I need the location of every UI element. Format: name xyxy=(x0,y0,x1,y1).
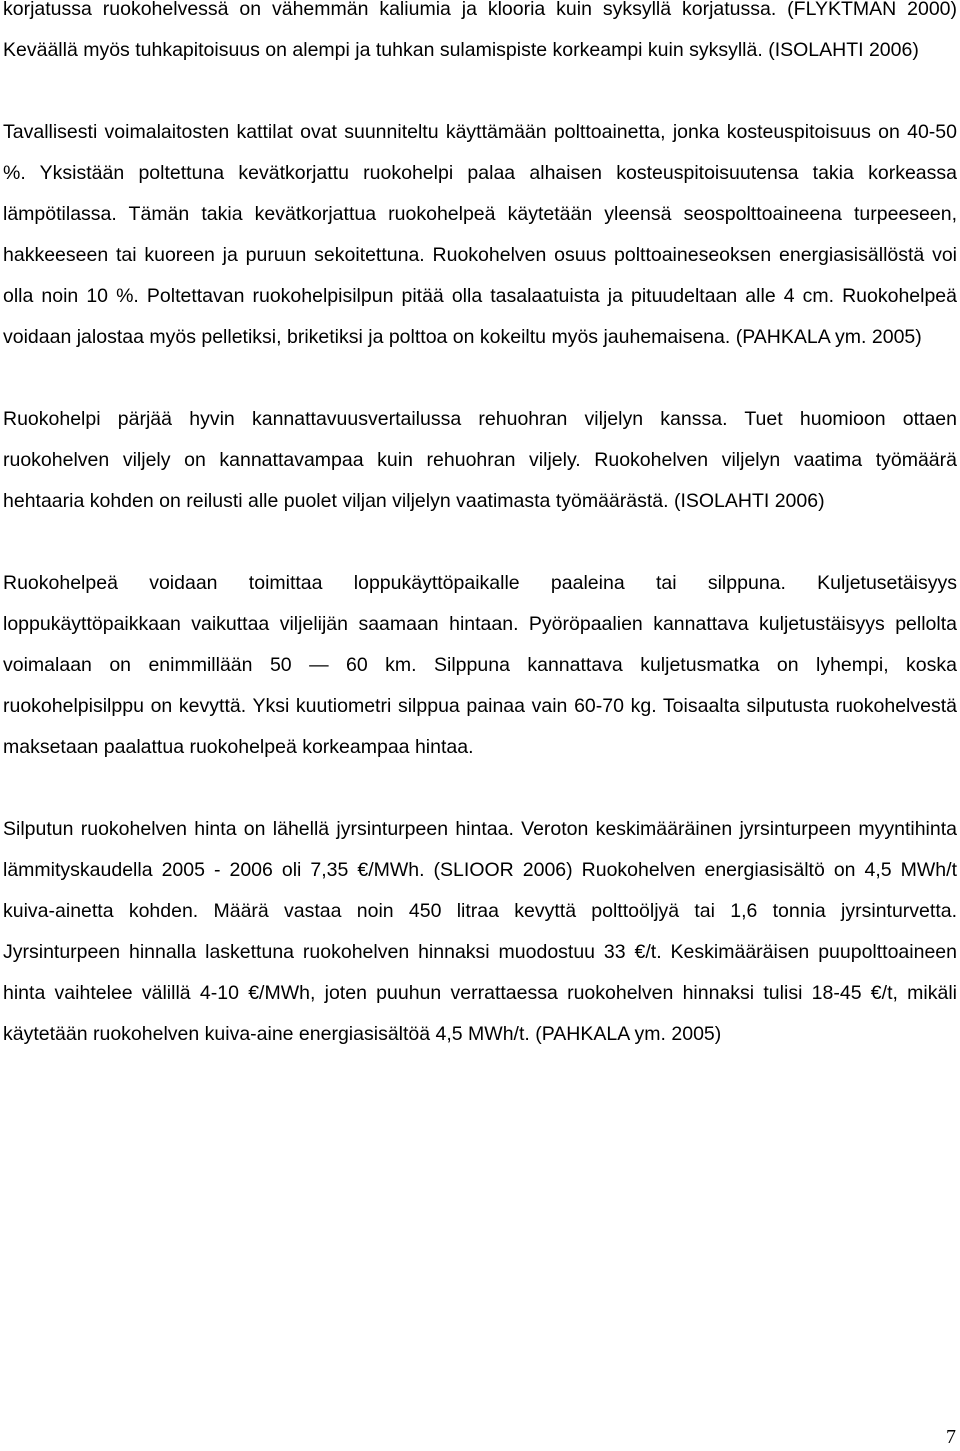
paragraph-ash-content: korjatussa ruokohelvessä on vähemmän kaliumia ja klooria kuin syksyllä korjatussa. (FLYKTMAN 2000) Keväällä myös tuhkapitoisuus on alempi ja tuhkan sulamispiste korkeampi kuin syksyllä. (ISOLAHTI 2006) xyxy=(3,0,957,61)
page-number: 7 xyxy=(946,1426,956,1448)
paragraph-price: Silputun ruokohelven hinta on lähellä jyrsinturpeen hintaa. Veroton keskimääräinen jyrsinturpeen myyntihinta lämmityskaudella 2005 - 2006 oli 7,35 €/MWh. (SLIOOR 2006) Ruokohelven energiasisältö on 4,5 MWh/t kuiva-ainetta kohden. Määrä vastaa noin 450 litraa kevyttä polttoöljyä tai 1,6 tonnia jyrsinturvetta. Jyrsinturpeen hinnalla laskettuna ruokohelven hinnaksi muodostuu 33 €/t. Keskimääräisen puupolttoaineen hinta vaihtelee välillä 4-10 €/MWh, joten puuhun verrattaessa ruokohelven hinnaksi tulisi 18-45 €/t, mikäli käytetään ruokohelven kuiva-aine energiasisältöä 4,5 MWh/t. (PAHKALA ym. 2005) xyxy=(3,818,957,1045)
paragraph-boiler-moisture: Tavallisesti voimalaitosten kattilat ovat suunniteltu käyttämään polttoainetta, jonka kosteuspitoisuus on 40-50 %. Yksistään poltettuna kevätkorjattu ruokohelpi palaa alhaisen kosteuspitoisuutensa takia korkeassa lämpötilassa. Tämän takia kevätkorjattua ruokohelpeä käytetään yleensä seospolttoaineena turpeeseen, hakkeeseen tai kuoreen ja puruun sekoitettuna. Ruokohelven osuus polttoaineseoksen energiasisällöstä voi olla noin 10 %. Poltettavan ruokohelpisilpun pitää olla tasalaatuista ja pituudeltaan alle 4 cm. Ruokohelpeä voidaan jalostaa myös pelletiksi, briketiksi ja polttoa on kokeiltu myös jauhemaisena. (PAHKALA ym. 2005) xyxy=(3,121,957,348)
paragraph-transport: Ruokohelpeä voidaan toimittaa loppukäyttöpaikalle paaleina tai silppuna. Kuljetusetäisyys loppukäyttöpaikkaan vaikuttaa viljelijän saamaan hintaan. Pyöröpaalien kannattava kuljetustäisyys pellolta voimalaan on enimmillään 50 — 60 km. Silppuna kannattava kuljetusmatka on lyhempi, koska ruokohelpisilppu on kevyttä. Yksi kuutiometri silppua painaa vain 60-70 kg. Toisaalta silputusta ruokohelvestä maksetaan paalattua ruokohelpeä korkeampaa hintaa. xyxy=(3,572,957,758)
document-page xyxy=(3,0,957,1055)
paragraph-profitability: Ruokohelpi pärjää hyvin kannattavuusvertailussa rehuohran viljelyn kanssa. Tuet huomioon ottaen ruokohelven viljely on kannattavampaa kuin rehuohran viljely. Ruokohelven viljelyn vaatima työmäärä hehtaaria kohden on reilusti alle puolet viljan viljelyn vaatimasta työmäärästä. (ISOLAHTI 2006) xyxy=(3,408,957,512)
